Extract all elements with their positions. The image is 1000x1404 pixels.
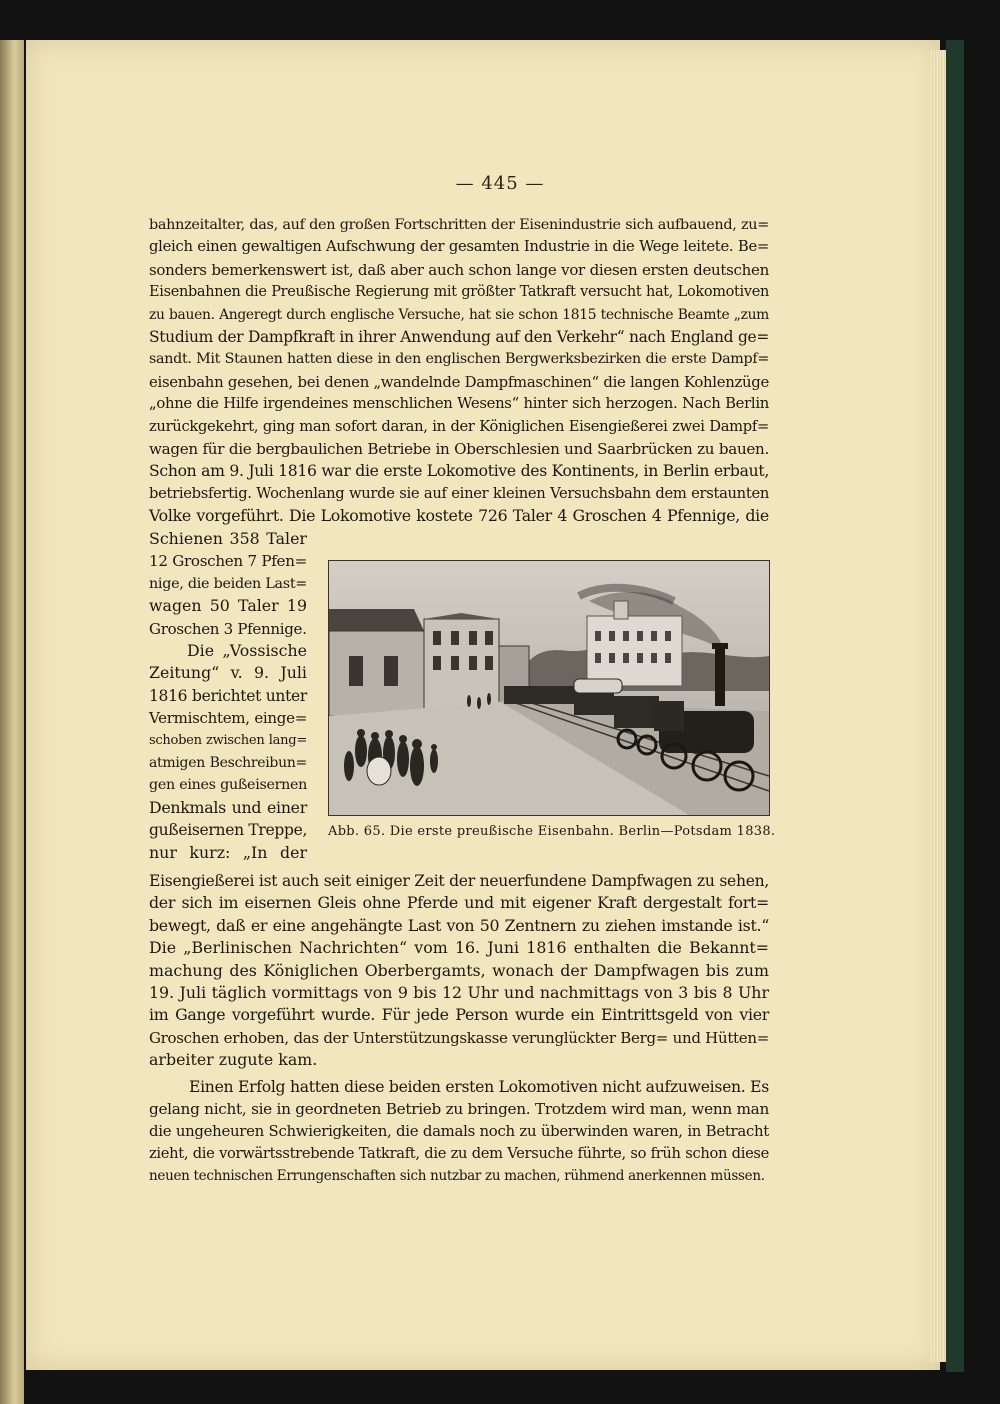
text-line: Schon am 9. Juli 1816 war die erste Lokomotive des Kontinents, in Berlin erbaut, [149, 462, 769, 481]
text-line: Zeitung“ v. 9. Juli [149, 663, 307, 683]
paragraph-bottom [149, 870, 769, 1188]
text-line: sandt. Mit Staunen hatten diese in den englischen Bergwerksbezirken die erste Dampf= [149, 351, 769, 368]
text-line: der sich im eisernen Gleis ohne Pferde und mit eigener Kraft dergestalt fort= [149, 893, 769, 913]
text-line: 1816 berichtet unter [149, 686, 307, 705]
text-line: eisenbahn gesehen, bei denen „wandelnde Dampfmaschinen“ die langen Kohlenzüge [149, 372, 769, 391]
text-line: machung des Königlichen Oberbergamts, wonach der Dampfwagen bis zum [149, 960, 769, 980]
text-line: Vermischtem, einge= [149, 709, 307, 728]
locomotive-engraving [329, 561, 769, 815]
text-line: Eisenbahnen die Preußische Regierung mit größter Tatkraft versucht hat, Lokomotiven [149, 284, 769, 301]
text-line: Einen Erfolg hatten diese beiden ersten Lokomotiven nicht aufzuweisen. Es [189, 1076, 769, 1096]
paragraph-side [149, 528, 307, 864]
page-number: — 445 — [455, 173, 545, 194]
text-line: gen eines gußeisernen [149, 777, 307, 794]
text-line: sonders bemerkenswert ist, daß aber auch schon lange vor diesen ersten deutschen [149, 260, 769, 279]
text-line: bahnzeitalter, das, auf den großen Fortschritten der Eisenindustrie sich aufbauend, zu= [149, 217, 769, 233]
text-line: zieht, die vorwärtsstrebende Tatkraft, die zu dem Versuche führte, so früh schon diese [149, 1144, 769, 1162]
text-line: Die „Vossische [187, 641, 307, 661]
paragraph-top [149, 214, 769, 528]
text-line: wagen 50 Taler 19 [149, 596, 307, 616]
text-line: arbeiter zugute kam. [149, 1050, 318, 1070]
text-line: bewegt, daß er eine angehängte Last von 50 Zentnern zu ziehen imstande ist.“ [149, 915, 769, 935]
text-line: 12 Groschen 7 Pfen= [149, 552, 307, 571]
text-line: Groschen 3 Pfennige. [149, 619, 307, 638]
text-line: die ungeheuren Schwierigkeiten, die damals noch zu überwinden waren, in Betracht [149, 1122, 769, 1141]
text-line: schoben zwischen lang= [149, 732, 307, 748]
text-line: Schienen 358 Taler [149, 529, 307, 548]
text-line: nige, die beiden Last= [149, 575, 307, 592]
book-cover [946, 40, 964, 1372]
text-line: atmigen Beschreibun= [149, 755, 307, 772]
figure-caption: Abb. 65. Die erste preußische Eisenbahn. Berlin—Potsdam 1838. [328, 824, 776, 839]
text-line: Eisengießerei ist auch seit einiger Zeit der neuerfundene Dampfwagen zu sehen, [149, 872, 769, 890]
text-line: wagen für die bergbaulichen Betriebe in Oberschlesien und Saarbrücken zu bauen. [149, 440, 769, 459]
text-line: „ohne die Hilfe irgendeines menschlichen Wesens“ hinter sich herzogen. Nach Berlin [149, 395, 769, 413]
text-line: betriebsfertig. Wochenlang wurde sie auf einer kleinen Versuchsbahn dem erstaunten [149, 484, 769, 502]
text-line: Denkmals und einer [149, 797, 307, 817]
text-line: zu bauen. Angeregt durch englische Versuche, hat sie schon 1815 technische Beamte „zum [149, 306, 769, 323]
text-line: Studium der Dampfkraft in ihrer Anwendung auf den Verkehr“ nach England ge= [149, 328, 769, 347]
left-page-edge [0, 40, 24, 1404]
text-line: Groschen erhoben, das der Unterstützungskasse verunglückter Berg= und Hütten= [149, 1028, 769, 1047]
text-line: 19. Juli täglich vormittags von 9 bis 12 Uhr und nachmittags von 3 bis 8 Uhr [149, 983, 769, 1003]
text-line: neuen technischen Errungenschaften sich nutzbar zu machen, rühmend anerkennen müssen. [149, 1168, 765, 1185]
text-line: Die „Berlinischen Nachrichten“ vom 16. Juni 1816 enthalten die Bekannt= [149, 938, 769, 958]
railway-illustration [328, 560, 770, 816]
text-line: gleich einen gewaltigen Aufschwung der gesamten Industrie in die Wege leitete. Be= [149, 238, 769, 256]
text-line: gußeisernen Treppe, [149, 821, 308, 840]
text-line: zurückgekehrt, ging man sofort daran, in der Königlichen Eisengießerei zwei Dampf= [149, 417, 769, 435]
text-line: gelang nicht, sie in geordneten Betrieb zu bringen. Trotzdem wird man, wenn man [149, 1100, 769, 1119]
text-line: Volke vorgeführt. Die Lokomotive kostete 726 Taler 4 Groschen 4 Pfennige, die [149, 506, 769, 526]
text-line: nur kurz: „In der [149, 842, 307, 862]
text-line: im Gange vorgeführt wurde. Für jede Person wurde ein Eintrittsgeld von vier [149, 1005, 769, 1025]
